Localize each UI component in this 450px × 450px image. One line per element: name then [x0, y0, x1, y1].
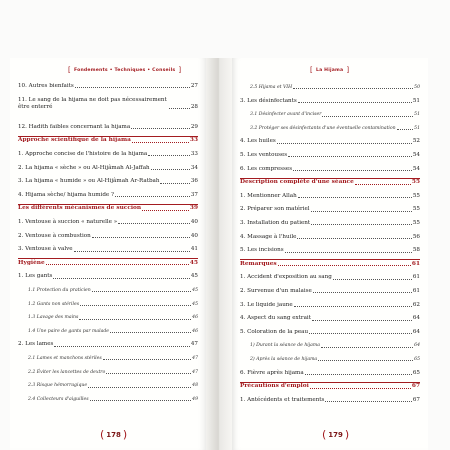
toc-entry-title: 3. Les désinfectants	[240, 97, 297, 104]
toc-entry-title: 1) Durant la séance de hijama	[250, 343, 321, 349]
toc-entry-page: 49	[192, 396, 198, 402]
toc-entry-title: 5. Les incisions	[240, 247, 284, 254]
toc-entry	[28, 287, 198, 294]
toc-entry-title: 1. Les gants	[18, 273, 53, 280]
toc-entry-page: 29	[190, 123, 198, 130]
toc-entry-page: 28	[190, 103, 198, 110]
toc-entry	[240, 193, 420, 200]
toc-entry-page: 54	[412, 152, 420, 158]
toc-entry-page: 67	[412, 396, 420, 403]
dot-leader	[54, 346, 189, 347]
toc-section-heading	[18, 205, 198, 212]
toc-entry-page: 40	[190, 219, 198, 225]
toc-entry-page: 54	[412, 165, 420, 172]
dot-leader	[88, 387, 191, 388]
dot-leader	[309, 333, 412, 334]
dot-leader	[311, 211, 412, 212]
section-rule	[240, 382, 420, 383]
toc-entry	[28, 314, 198, 321]
toc-entry-title: Approche scientifique de la hijama	[18, 137, 131, 144]
toc-entry-page: 62	[412, 301, 420, 308]
toc-entry	[18, 273, 198, 280]
toc-entry	[28, 369, 198, 376]
section-rule	[18, 136, 198, 137]
toc-entry-page: 64	[414, 343, 420, 349]
toc-entry-title: 2.1 Lames et manchons stériles	[28, 356, 102, 361]
toc-entry-page: 61	[411, 260, 420, 267]
book-gutter	[206, 58, 232, 450]
toc-entry	[18, 192, 198, 199]
toc-entry	[18, 219, 198, 226]
toc-section-heading	[18, 137, 198, 144]
toc-entry	[18, 83, 198, 90]
toc-entry-title: 4. Aspect du sang extrait	[240, 315, 311, 322]
toc-entry	[18, 124, 198, 131]
toc-entry-title: 2. Survenue d'un malaise	[240, 288, 312, 294]
toc-entry-title: 11. Le sang de la hijama ne doit pas nécessairement être enterré	[18, 96, 167, 110]
toc-entry-title: 3. Installation du patient	[240, 220, 311, 226]
dot-leader	[160, 183, 189, 184]
toc-entry	[250, 84, 420, 91]
dot-leader	[305, 374, 412, 375]
toc-entry-title: 2.2 Éviter les lancettes de dextro	[28, 369, 106, 375]
toc-entry-title: 1.1 Protection du praticien	[28, 288, 91, 293]
toc-section-heading	[240, 383, 420, 390]
right-page-number: ( 179 )	[322, 428, 350, 441]
dot-leader	[103, 359, 191, 360]
toc-entry	[18, 97, 198, 111]
left-page-number: ( 178 )	[100, 428, 128, 441]
toc-entry-title: 10. Autres bienfaits	[18, 83, 74, 89]
toc-entry	[28, 396, 198, 403]
dot-leader	[321, 347, 413, 348]
toc-section-heading	[240, 179, 420, 186]
toc-entry-title: 3. Le liquide jaune	[240, 301, 293, 308]
toc-entry-page: 37	[190, 191, 198, 198]
toc-entry-page: 46	[192, 328, 198, 334]
section-rule	[18, 258, 198, 259]
toc-entry-title: Précautions d'emploi	[240, 383, 309, 390]
toc-entry-page: 55	[412, 220, 420, 226]
toc-entry-page: 58	[412, 247, 420, 254]
toc-entry-page: 45	[189, 259, 198, 266]
toc-entry-page: 34	[190, 164, 198, 171]
dot-leader	[278, 265, 411, 266]
dot-leader	[90, 400, 192, 401]
toc-entry-title: 4. Massage à l'huile	[240, 233, 297, 240]
toc-entry	[240, 247, 420, 254]
toc-entry-page: 40	[190, 232, 198, 239]
toc-entry	[240, 98, 420, 105]
toc-entry-title: Description complète d'une séance	[240, 179, 354, 186]
section-rule	[240, 259, 420, 260]
dot-leader	[318, 360, 413, 361]
toc-entry-title: 5. Les ventouses	[240, 152, 288, 158]
toc-entry	[240, 329, 420, 336]
dot-leader	[297, 238, 411, 239]
toc-entry-page: 65	[412, 369, 420, 376]
toc-entry-page: 64	[412, 315, 420, 322]
dot-leader	[294, 306, 412, 307]
dot-leader	[75, 87, 190, 88]
toc-entry	[240, 234, 420, 241]
dot-leader	[311, 224, 412, 225]
toc-entry	[250, 342, 420, 349]
dot-leader	[322, 116, 413, 117]
dot-leader	[355, 184, 411, 185]
toc-entry-title: 2. La hijama « sèche » ou Al-Hijâmah Al-Jaffah	[18, 164, 150, 171]
toc-entry-title: 5. Coloration de la peau	[240, 328, 309, 335]
toc-entry-page: 51	[412, 97, 420, 104]
toc-entry-page: 51	[414, 112, 420, 118]
toc-entry	[28, 382, 198, 389]
dot-leader	[312, 320, 412, 321]
toc-entry	[18, 341, 198, 348]
dot-leader	[115, 196, 190, 197]
dot-leader	[285, 252, 412, 253]
toc-entry-title: 12. Hadith faibles concernant la hijama	[18, 123, 131, 130]
dot-leader	[277, 143, 412, 144]
toc-entry-page: 39	[189, 205, 198, 212]
toc-entry-page: 64	[412, 328, 420, 335]
toc-entry	[240, 138, 420, 145]
toc-entry-title: 2) Après la séance de hijama	[250, 357, 318, 362]
toc-entry-title: 3.2 Protéger ses désinfectants d'une éventuelle contamination	[250, 125, 396, 131]
dot-leader	[293, 170, 412, 171]
toc-entry-title: 2. Préparer son matériel	[240, 206, 310, 213]
dot-leader	[298, 102, 412, 103]
dot-leader	[80, 305, 191, 306]
dot-leader	[106, 373, 191, 374]
toc-entry	[240, 370, 420, 377]
toc-entry	[240, 397, 420, 404]
dot-leader	[313, 292, 412, 293]
toc-entry-page: 46	[192, 315, 198, 321]
toc-entry-page: 61	[412, 288, 420, 294]
section-rule	[18, 204, 198, 205]
dot-leader	[142, 210, 189, 211]
toc-entry	[250, 356, 420, 363]
toc-entry-page: 55	[412, 206, 420, 213]
dot-leader	[131, 128, 190, 129]
left-page	[10, 58, 206, 450]
toc-entry	[18, 151, 198, 158]
toc-entry-title: Hygiène	[18, 259, 45, 266]
toc-entry-title: 2.5 Hijama et VIH	[250, 85, 293, 90]
toc-entry	[18, 178, 198, 185]
dot-leader	[397, 129, 414, 130]
dot-leader	[132, 142, 189, 143]
dot-leader	[151, 169, 190, 170]
dot-leader	[293, 88, 413, 89]
left-page-header: [ Fondements • Techniques • Conseils ]	[68, 66, 182, 74]
dot-leader	[148, 155, 190, 156]
dot-leader	[298, 197, 412, 198]
toc-entry	[18, 165, 198, 172]
dot-leader	[288, 156, 412, 157]
toc-entry	[28, 328, 198, 335]
toc-entry-page: 45	[190, 273, 198, 280]
toc-entry-page: 36	[190, 178, 198, 185]
toc-entry-title: 4. Hijama sèche/ hijama humide ?	[18, 191, 115, 198]
toc-section-heading	[18, 260, 198, 267]
toc-entry-page: 48	[192, 383, 198, 389]
toc-entry-title: Les différents mécanismes de succion	[18, 205, 142, 212]
toc-entry-page: 61	[412, 274, 420, 281]
toc-entry-page: 52	[412, 138, 420, 145]
toc-entry-page: 56	[412, 233, 420, 240]
toc-entry-title: 3. La hijama « humide » ou Al-Hijâmah Ar-Ratbah	[18, 178, 160, 185]
toc-entry-title: 2. Les lames	[18, 341, 54, 348]
toc-entry-page: 55	[411, 179, 420, 186]
toc-entry-title: 2.4 Collecteurs d'aiguilles	[28, 396, 89, 402]
toc-entry-title: 1. Accident d'exposition au sang	[240, 274, 332, 281]
toc-entry	[240, 166, 420, 173]
toc-entry-page: 45	[192, 301, 198, 307]
toc-entry	[18, 233, 198, 240]
toc-entry-page: 45	[192, 288, 198, 293]
toc-entry-title: 3.1 Désinfecter avant d'inciser	[250, 112, 322, 118]
toc-entry-title: 1. Approche concise de l'histoire de la hijama	[18, 151, 148, 157]
toc-entry-page: 27	[190, 83, 198, 89]
toc-entry-title: 1. Ventouse à succion « naturelle »	[18, 219, 118, 225]
toc-entry-page: 51	[414, 125, 420, 131]
dot-leader	[310, 388, 411, 389]
dot-leader	[325, 401, 411, 402]
toc-entry	[28, 355, 198, 362]
toc-entry	[240, 302, 420, 309]
toc-entry	[250, 125, 420, 132]
toc-entry-title: 3. Ventouse à valve	[18, 246, 73, 253]
toc-entry-page: 41	[190, 246, 198, 253]
toc-entry-page: 65	[414, 357, 420, 362]
toc-entry-title: 1. Mentionner Allah	[240, 192, 297, 199]
toc-section-heading	[240, 261, 420, 268]
toc-entry-title: 1.2 Gants non stériles	[28, 301, 80, 307]
dot-leader	[92, 291, 191, 292]
toc-entry	[240, 206, 420, 213]
toc-entry-page: 33	[190, 151, 198, 157]
toc-entry	[240, 220, 420, 227]
toc-entry-title: 6. Les compresses	[240, 165, 293, 172]
dot-leader	[333, 279, 412, 280]
toc-entry-title: 6. Fièvre après hijama	[240, 369, 304, 376]
right-page-header: [ La Hijama ]	[310, 66, 350, 74]
toc-entry-title: 1.3 Lavage des mains	[28, 315, 79, 321]
toc-entry-title: 2. Ventouse à combustion	[18, 232, 91, 239]
toc-entry-page: 50	[414, 85, 420, 90]
toc-entry	[240, 152, 420, 159]
toc-entry	[240, 288, 420, 295]
dot-leader	[110, 332, 191, 333]
toc-entry-page: 47	[190, 341, 198, 348]
toc-entry	[18, 246, 198, 253]
toc-entry-page: 47	[192, 356, 198, 361]
toc-entry-page: 67	[411, 383, 420, 390]
right-page	[232, 58, 428, 450]
toc-entry-title: 1.4 Une paire de gants par malade	[28, 328, 110, 334]
section-rule	[240, 178, 420, 179]
toc-entry-page: 33	[189, 137, 198, 144]
toc-entry	[250, 111, 420, 118]
toc-entry-title: 4. Les huiles	[240, 138, 276, 145]
dot-leader	[92, 237, 190, 238]
dot-leader	[118, 223, 190, 224]
toc-entry-title: Remarques	[240, 260, 277, 267]
dot-leader	[169, 108, 190, 109]
toc-entry-title: 2.3 Risque hémorragique	[28, 383, 88, 389]
toc-entry-page: 55	[412, 192, 420, 199]
toc-entry	[240, 315, 420, 322]
dot-leader	[74, 251, 190, 252]
toc-entry	[240, 274, 420, 281]
dot-leader	[46, 264, 189, 265]
toc-entry	[28, 301, 198, 308]
toc-entry-page: 47	[192, 369, 198, 375]
dot-leader	[53, 278, 189, 279]
dot-leader	[79, 319, 191, 320]
toc-entry-title: 1. Antécédents et traitements	[240, 396, 325, 403]
